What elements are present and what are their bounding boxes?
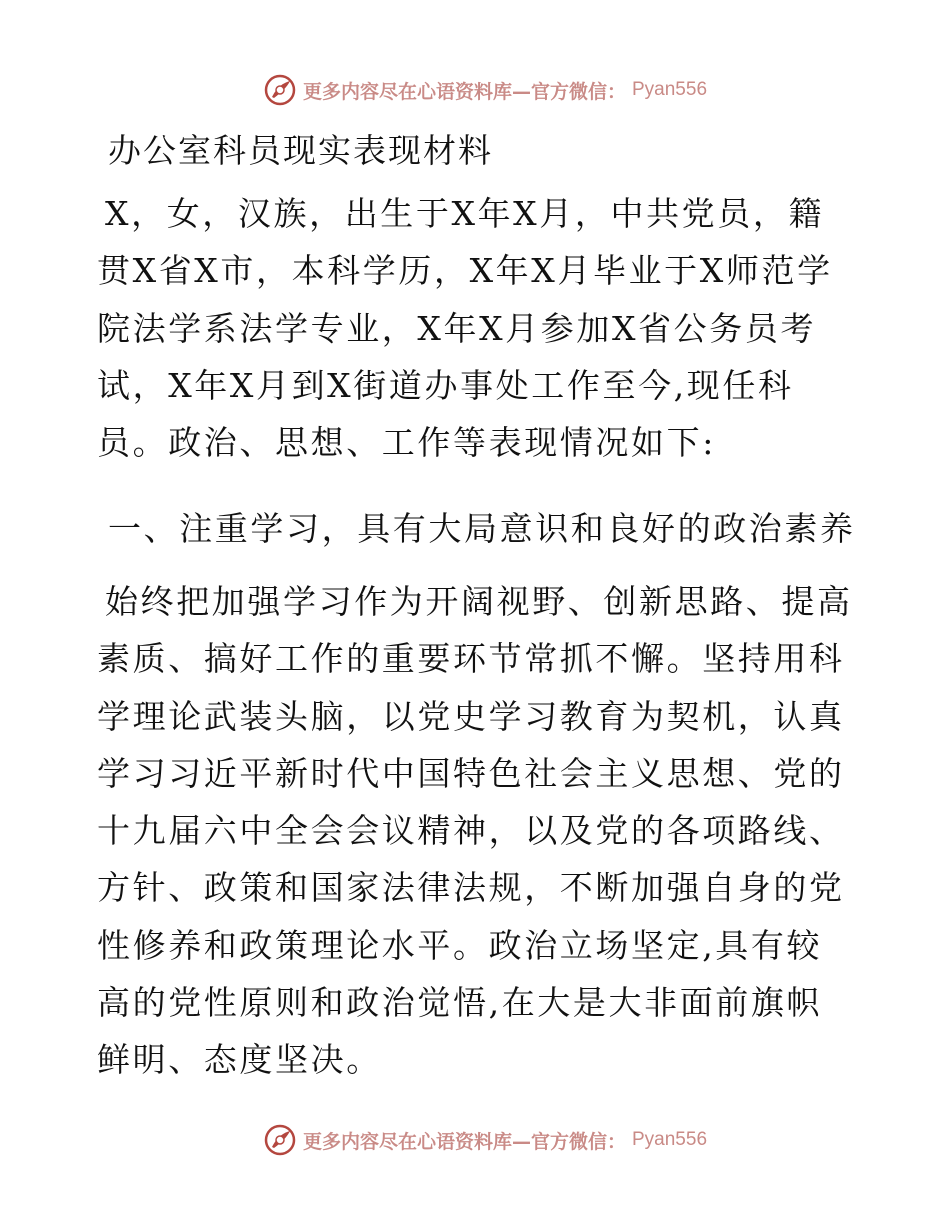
banner-text: 更多内容尽在心语资料库—官方微信：	[302, 1130, 626, 1153]
footer-banner	[0, 1120, 950, 1160]
banner-wechat-id: Pyan556	[632, 79, 708, 100]
document-title: 办公室科员现实表现材料	[108, 131, 493, 170]
paragraph-intro: X，女，汉族，出生于X年X月，中共党员，籍贯X省X市，本科学历，X年X月毕业于X师范学院法学系法学专业，X年X月参加X省公务员考试，X年X月到X街道办事处工作至今,现任科员。政治、思想、工作等表现情况如下:	[97, 194, 833, 463]
banner-wechat-id: Pyan556	[632, 1129, 708, 1150]
header-banner	[0, 70, 950, 110]
banner-text: 更多内容尽在心语资料库—官方微信：	[302, 80, 626, 103]
paragraph-study: 始终把加强学习作为开阔视野、创新思路、提高素质、搞好工作的重要环节常抓不懈。坚持用科学理论武装头脑，以党史学习教育为契机，认真学习习近平新时代中国特色社会主义思想、党的十九届六中全会会议精神，以及党的各项路线、方针、政策和国家法律法规，不断加强自身的党性修养和政策理论水平。政治立场坚定,具有较高的党性原则和政治觉悟,在大是大非面前旗帜鲜明、态度坚决。	[97, 582, 853, 1080]
quill-logo-icon	[263, 1123, 297, 1157]
quill-logo-icon	[263, 73, 297, 107]
section-heading: 一、注重学习，具有大局意识和良好的政治素养	[108, 509, 856, 548]
